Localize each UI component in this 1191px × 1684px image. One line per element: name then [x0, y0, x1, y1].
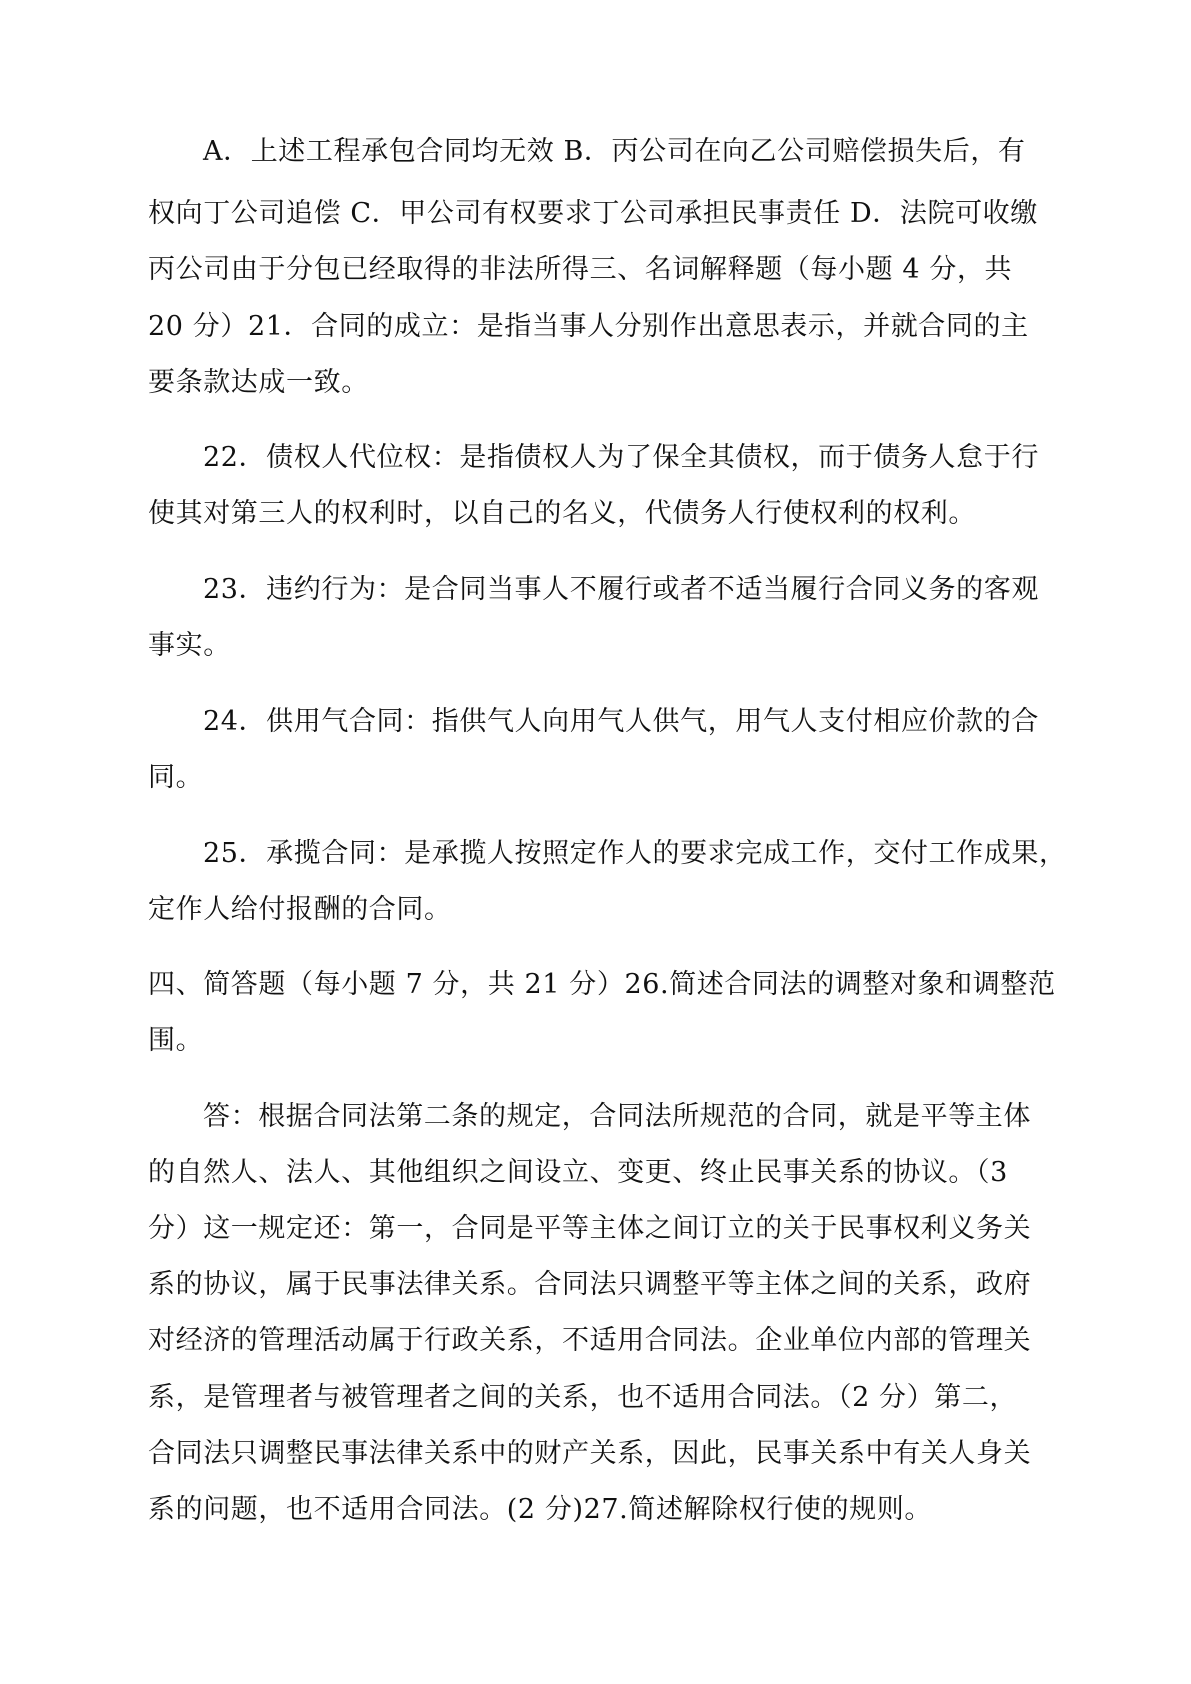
text-line: 权向丁公司追偿 C．甲公司有权要求丁公司承担民事责任 D．法院可收缴	[148, 198, 1038, 229]
text-line: 对经济的管理活动属于行政关系，不适用合同法。企业单位内部的管理关	[148, 1325, 1032, 1356]
text-line: 20 分）21．合同的成立：是指当事人分别作出意思表示，并就合同的主	[148, 311, 1029, 342]
text-line: 系的协议，属于民事法律关系。合同法只调整平等主体之间的关系，政府	[148, 1269, 1032, 1300]
text-line: 系，是管理者与被管理者之间的关系，也不适用合同法。（2 分）第二，	[148, 1382, 1018, 1413]
text-line: 四、简答题（每小题 7 分，共 21 分）26.简述合同法的调整对象和调整范	[148, 969, 1056, 1000]
text-line: 22．债权人代位权：是指债权人为了保全其债权，而于债务人怠于行	[203, 442, 1039, 473]
text-line: A．上述工程承包合同均无效 B．丙公司在向乙公司赔偿损失后，有	[203, 136, 1026, 167]
text-line: 24．供用气合同：指供气人向用气人供气，用气人支付相应价款的合	[203, 706, 1039, 737]
text-line: 合同法只调整民事法律关系中的财产关系，因此，民事关系中有关人身关	[148, 1438, 1032, 1469]
text-line: 分）这一规定还：第一，合同是平等主体之间订立的关于民事权利义务关	[148, 1213, 1032, 1244]
text-line: 事实。	[148, 630, 231, 661]
text-line: 25．承揽合同：是承揽人按照定作人的要求完成工作，交付工作成果，	[203, 838, 1067, 869]
text-line: 23．违约行为：是合同当事人不履行或者不适当履行合同义务的客观	[203, 574, 1039, 605]
text-line: 的自然人、法人、其他组织之间设立、变更、终止民事关系的协议。（3	[148, 1157, 1008, 1188]
text-line: 答：根据合同法第二条的规定，合同法所规范的合同，就是平等主体	[203, 1101, 1031, 1132]
text-line: 同。	[148, 762, 204, 793]
text-line: 使其对第三人的权利时，以自己的名义，代债务人行使权利的权利。	[148, 498, 976, 529]
text-line: 丙公司由于分包已经取得的非法所得三、名词解释题（每小题 4 分，共	[148, 254, 1013, 285]
text-line: 围。	[148, 1025, 204, 1056]
text-line: 要条款达成一致。	[148, 367, 369, 398]
text-line: 定作人给付报酬的合同。	[148, 894, 452, 925]
text-line: 系的问题，也不适用合同法。(2 分)27.简述解除权行使的规则。	[148, 1494, 932, 1525]
